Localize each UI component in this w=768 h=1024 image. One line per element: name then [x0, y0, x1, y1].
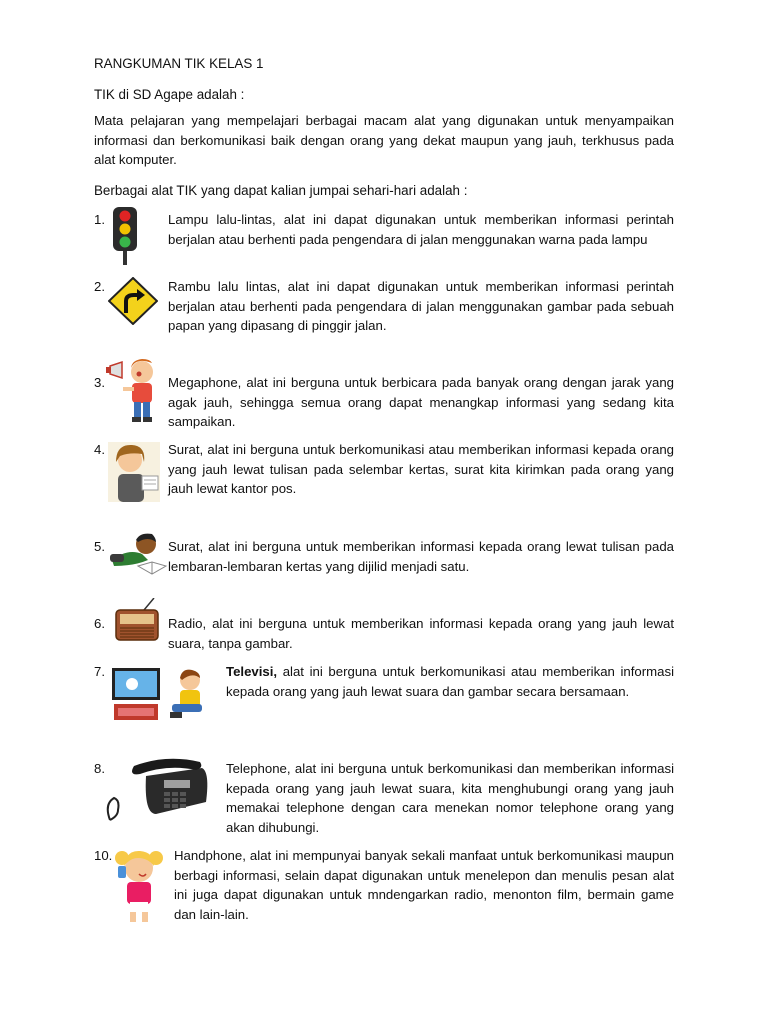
intro-paragraph: Mata pelajaran yang mempelajari berbagai macam alat yang digunakan untuk menyampaikan informasi dan berkomunikasi baik dengan orang yang dekat maupun yang jauh, terkhusus pada alat komputer.: [94, 113, 674, 167]
item-number: 6.: [94, 616, 105, 631]
reading-boy-icon: [108, 530, 168, 578]
item-text: Rambu lalu lintas, alat ini dapat digunakan untuk memberikan informasi perintah berjalan atau berhenti pada pengendara di jalan menggunakan gambar pada sebuah papan yang dipasang di pinggir jalan.: [168, 279, 674, 333]
item-number: 3.: [94, 375, 105, 390]
item-number: 7.: [94, 664, 105, 679]
item-number: 10.: [94, 848, 113, 863]
road-sign-icon: [108, 277, 158, 325]
item-number: 2.: [94, 279, 105, 294]
item-number: 1.: [94, 212, 105, 227]
item-text: Lampu lalu-lintas, alat ini dapat digunakan untuk memberikan informasi perintah berjalan atau berhenti pada pengendara di jalan menggunakan warna pada lampu: [168, 212, 674, 247]
telephone-icon: [106, 754, 212, 826]
handphone-girl-icon: [110, 846, 168, 926]
item-text: [226, 662, 674, 701]
item-number: 4.: [94, 442, 105, 457]
item-text-body: alat ini berguna untuk berkomunikasi atau memberikan informasi kepada orang yang jauh lewat suara dan gambar secara bersamaan.: [226, 664, 674, 699]
item-text: Surat, alat ini berguna untuk memberikan informasi kepada orang lewat tulisan pada lembaran-lembaran kertas yang dijilid menjadi satu.: [168, 539, 674, 574]
item-text: Surat, alat ini berguna untuk berkomunikasi atau memberikan informasi kepada orang yang jauh lewat tulisan pada selembar kertas, surat kita kirimkan pada orang yang jauh lewat kantor pos.: [168, 442, 674, 496]
television-boy-icon: [110, 664, 210, 724]
traffic-light-icon: [110, 207, 140, 265]
subheading: TIK di SD Agape adalah :: [94, 87, 245, 102]
item-text: Telephone, alat ini berguna untuk berkomunikasi dan memberikan informasi kepada orang yang jauh lewat suara, kita menghubungi orang yang jauh memakai telephone dengan cara menekan nomor telephone orang yang akan dihubungi.: [226, 761, 674, 835]
list-heading: Berbagai alat TIK yang dapat kalian jumpai sehari-hari adalah :: [94, 183, 468, 198]
radio-icon: [114, 598, 160, 644]
item-text: Handphone, alat ini mempunyai banyak sekali manfaat untuk berkomunikasi maupun berbagi informasi, selain dapat digunakan untuk menelepon dan menulis pesan alat ini juga dapat digunakan untuk mndengarkan radio, menonton film, bermain game dan lain-lain.: [174, 848, 674, 922]
item-number: 5.: [94, 539, 105, 554]
letter-girl-icon: [108, 442, 160, 502]
item-number: 8.: [94, 761, 105, 776]
item-text: Megaphone, alat ini berguna untuk berbicara pada banyak orang dengan jarak yang agak jauh, sehingga semua orang dapat menangkap informasi yang sedang kita sampaikan.: [168, 375, 674, 429]
item-text: Radio, alat ini berguna untuk memberikan informasi kepada orang yang jauh lewat suara, tanpa gambar.: [168, 616, 674, 651]
item-bold-label: Televisi,: [226, 664, 278, 679]
document-title: RANGKUMAN TIK KELAS 1: [94, 56, 264, 71]
megaphone-boy-icon: [106, 354, 160, 426]
